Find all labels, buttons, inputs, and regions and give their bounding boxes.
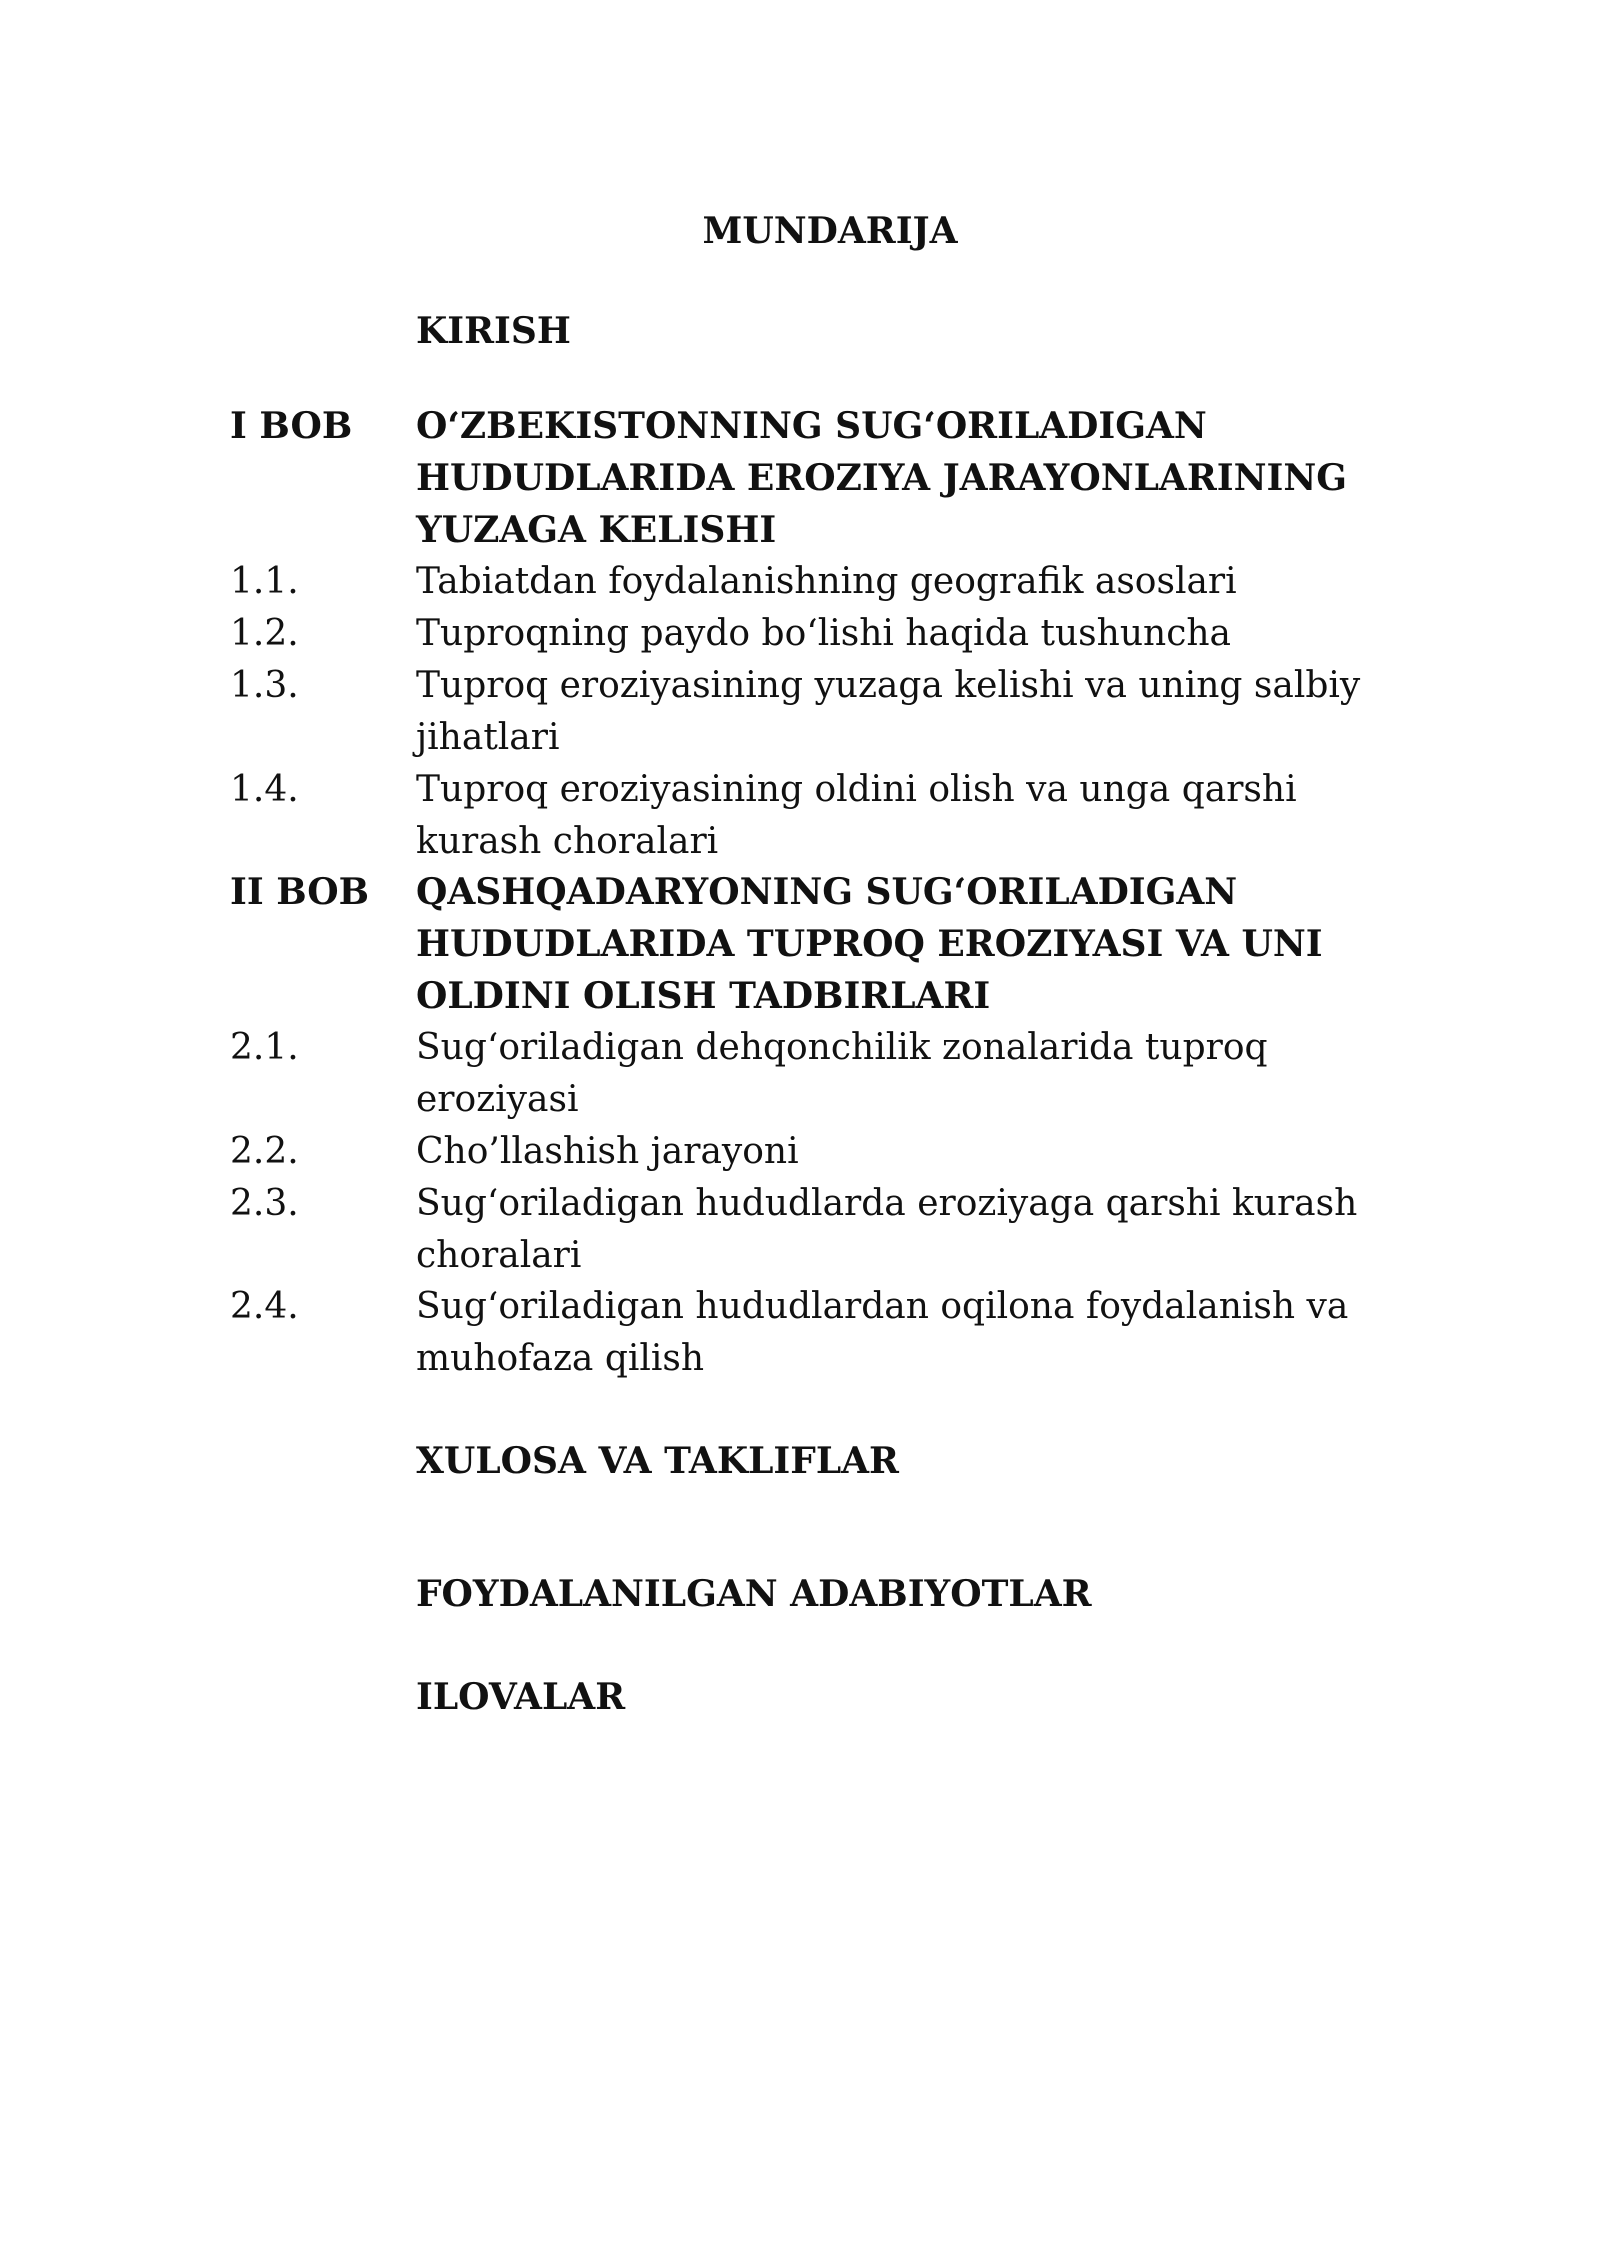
section-number: 2.2. [230,1131,299,1172]
section-title: Tuproqning paydo bo‘lishi haqida tushuncha [416,613,1232,654]
toc-conclusion [230,1435,1380,1487]
toc-section [230,608,1380,660]
chapter-label: II BOB [230,871,370,913]
section-title: Sug‘oriladigan hududlarda eroziyaga qarshi kurash choralari [416,1183,1358,1276]
toc-appendices-label: ILOVALAR [416,1676,626,1718]
toc-references-label: FOYDALANILGAN ADABIYOTLAR [416,1573,1092,1615]
toc-conclusion-label: XULOSA VA TAKLIFLAR [416,1440,899,1482]
toc-appendices [230,1671,1380,1723]
toc-section [230,1022,1380,1126]
section-title: Cho’llashish jarayoni [416,1131,799,1172]
section-number: 2.3. [230,1183,299,1224]
toc-chapter-2 [230,866,1380,1022]
toc-section [230,1126,1380,1178]
chapter-title: QASHQADARYONING SUG‘ORILADIGAN HUDUDLARIDA TUPROQ EROZIYASI VA UNI OLDINI OLISH TADBIRLARI [416,871,1323,1017]
section-number: 1.2. [230,613,299,654]
toc-section [230,660,1380,764]
section-number: 1.3. [230,665,299,706]
toc-section [230,1281,1380,1385]
chapter-label: I BOB [230,405,353,447]
toc-section [230,764,1380,868]
section-number: 2.1. [230,1027,299,1068]
section-title: Tuproq eroziyasining oldini olish va unga qarshi kurash choralari [416,769,1297,862]
toc-chapter-1 [230,400,1380,556]
section-number: 1.1. [230,561,299,602]
section-title: Sug‘oriladigan dehqonchilik zonalarida tuproq eroziyasi [416,1027,1268,1120]
chapter-title: O‘ZBEKISTONNING SUG‘ORILADIGAN HUDUDLARIDA EROZIYA JARAYONLARINING YUZAGA KELISHI [416,405,1348,551]
toc-references [230,1568,1380,1620]
section-title: Tabiatdan foydalanishning geografik asoslari [416,561,1237,602]
toc-intro-label: KIRISH [416,310,571,352]
section-title: Sug‘oriladigan hududlardan oqilona foydalanish va muhofaza qilish [416,1286,1349,1379]
page-title: MUNDARIJA [702,210,958,252]
section-title: Tuproq eroziyasining yuzaga kelishi va uning salbiy jihatlari [416,665,1361,758]
toc-intro [230,305,1380,357]
section-number: 1.4. [230,769,299,810]
toc-section [230,1178,1380,1282]
section-number: 2.4. [230,1286,299,1327]
toc-section [230,556,1380,608]
